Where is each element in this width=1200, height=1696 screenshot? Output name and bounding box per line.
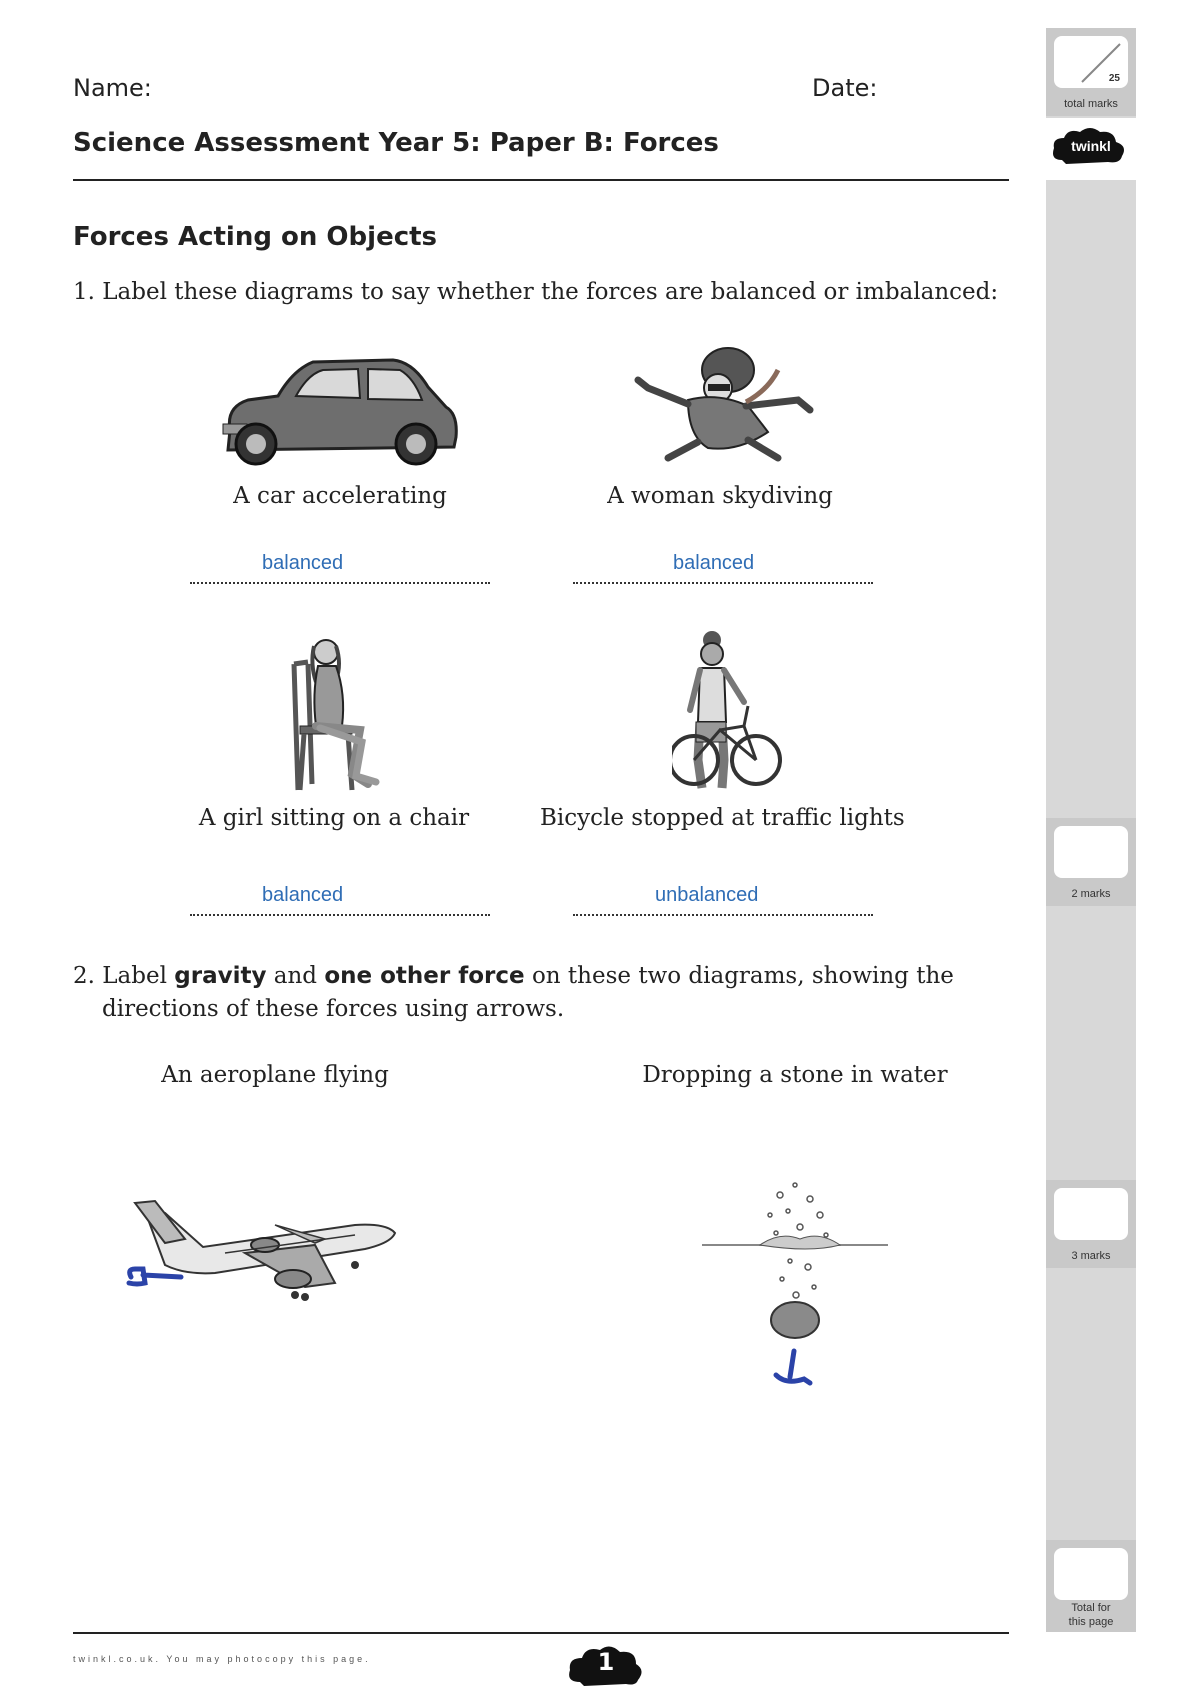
page-total-box — [1046, 1540, 1136, 1632]
page-title: Science Assessment Year 5: Paper B: Forces — [73, 128, 719, 158]
question-2-bold-other-force: one other force — [324, 963, 525, 989]
answer-bicycle: unbalanced — [655, 884, 759, 906]
answer-line-skydiver[interactable] — [573, 552, 873, 584]
aeroplane-image[interactable] — [125, 1195, 405, 1310]
question-2-text-middle: and — [266, 963, 325, 989]
caption-bicycle: Bicycle stopped at traffic lights — [540, 805, 905, 831]
girl-chair-image — [290, 634, 390, 794]
section-title: Forces Acting on Objects — [73, 222, 438, 252]
name-label: Name: — [73, 74, 152, 102]
caption-girl-chair: A girl sitting on a chair — [198, 805, 470, 831]
answer-girl-chair: balanced — [262, 884, 344, 906]
caption-aeroplane: An aeroplane flying — [161, 1062, 389, 1088]
footer-copyright: twinkl.co.uk. You may photocopy this page. — [73, 1654, 371, 1664]
question-1-number: 1. — [73, 279, 95, 305]
question-2-bold-gravity: gravity — [174, 963, 267, 989]
page-total-label-2: this page — [1068, 1616, 1114, 1628]
q1-marks-box — [1046, 818, 1136, 906]
question-1-text: Label these diagrams to say whether the forces are balanced or imbalanced: — [102, 279, 999, 305]
stone-water-image[interactable] — [700, 1175, 890, 1395]
total-marks-label: total marks — [1064, 98, 1118, 110]
q2-marks-field[interactable] — [1054, 1188, 1128, 1240]
header-divider — [73, 179, 1009, 181]
total-marks-field[interactable] — [1054, 36, 1128, 88]
page-number: 1 — [597, 1648, 615, 1676]
answer-line-girl-chair[interactable] — [190, 884, 490, 916]
q1-marks-field[interactable] — [1054, 826, 1128, 878]
logo-area — [1046, 118, 1136, 180]
caption-car: A car accelerating — [233, 483, 447, 509]
question-2-text-after: on these two diagrams, showing the — [524, 963, 954, 989]
car-image — [218, 352, 463, 470]
page-total-field[interactable] — [1054, 1548, 1128, 1600]
q2-marks-label: 3 marks — [1071, 1250, 1111, 1262]
answer-skydiver: balanced — [673, 552, 755, 574]
page-number-cloud — [566, 1642, 646, 1688]
question-2-text-before: Label — [102, 963, 175, 989]
question-2-number: 2. — [73, 963, 95, 989]
caption-stone-water: Dropping a stone in water — [642, 1062, 948, 1088]
skydiver-image — [628, 340, 818, 468]
caption-skydiver: A woman skydiving — [607, 483, 833, 509]
total-marks-value: 25 — [1108, 73, 1120, 84]
total-marks-box — [1046, 28, 1136, 116]
answer-line-bicycle[interactable] — [573, 884, 873, 916]
answer-car: balanced — [262, 552, 344, 574]
twinkl-logo: twinkl — [1071, 138, 1111, 154]
date-label: Date: — [812, 74, 878, 102]
answer-line-car[interactable] — [190, 552, 490, 584]
footer-divider — [73, 1632, 1009, 1634]
question-2-line-2: directions of these forces using arrows. — [102, 996, 565, 1022]
question-2 — [73, 960, 973, 1026]
q1-marks-label: 2 marks — [1071, 888, 1111, 900]
q2-marks-box — [1046, 1180, 1136, 1268]
question-1 — [73, 276, 998, 309]
page-total-label-1: Total for — [1071, 1602, 1111, 1614]
bicycle-image — [672, 630, 782, 800]
